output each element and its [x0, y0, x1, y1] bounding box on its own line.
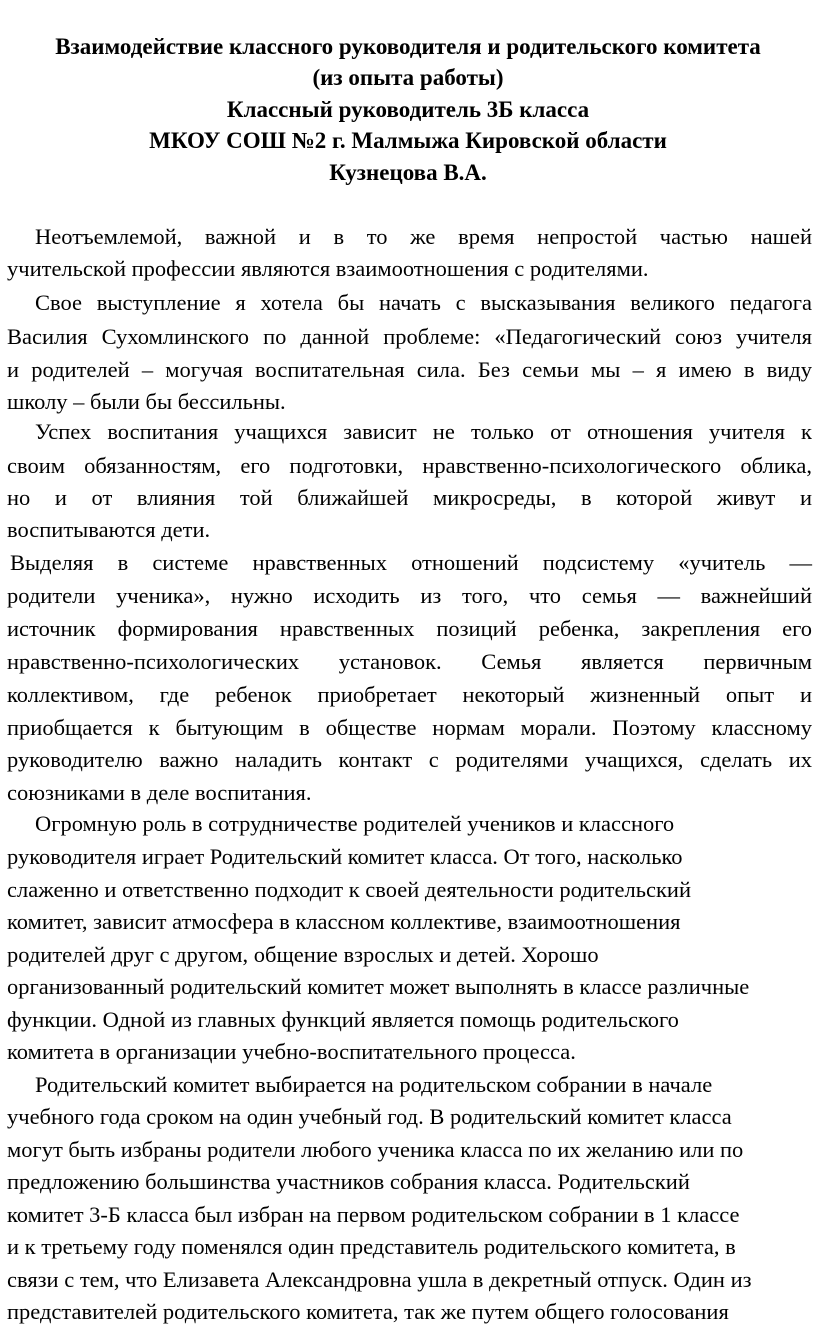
text-line: руководителя играет Родительский комитет класса. От того, насколько [7, 844, 683, 869]
text-line: функции. Одной из главных функций является помощь родительского [7, 1007, 679, 1032]
text-line: школу – были бы бессильны. [7, 389, 286, 414]
text-line: руководителю важно наладить контакт с родителями учащихся, сделать их [7, 747, 812, 772]
text-line: коллективом, где ребенок приобретает некоторый жизненный опыт и [7, 682, 812, 707]
text-line: комитет 3-Б класса был избран на первом родительском собрании в 1 классе [7, 1202, 740, 1227]
text-line: родителей друг с другом, общение взрослых и детей. Хорошо [7, 942, 599, 967]
text-line: комитет, зависит атмосфера в классном коллективе, взаимоотношения [7, 909, 681, 934]
text-line: Выделяя в системе нравственных отношений подсистему «учитель — [10, 550, 812, 575]
text-line: комитета в организации учебно-воспитательного процесса. [7, 1039, 576, 1064]
text-line: учебного года сроком на один учебный год. В родительский комитет класса [7, 1104, 732, 1129]
document-title: Взаимодействие классного руководителя и родительского комитета [55, 34, 761, 59]
text-line: слаженно и ответственно подходит к своей деятельности родительский [7, 877, 691, 902]
text-line: Василия Сухомлинского по данной проблеме: «Педагогический союз учителя [7, 324, 812, 349]
text-line: Успех воспитания учащихся зависит не только от отношения учителя к [35, 419, 812, 444]
text-line: Родительский комитет выбирается на родительском собрании в начале [35, 1072, 713, 1097]
document-subtitle: (из опыта работы) [312, 65, 504, 90]
text-line: Неотъемлемой, важной и в то же время непростой частью нашей [35, 224, 812, 249]
text-line: воспитываются дети. [7, 517, 211, 542]
text-line: учительской профессии являются взаимоотношения с родителями. [7, 256, 649, 281]
text-line: родители ученика», нужно исходить из того, что семья — важнейший [7, 583, 812, 608]
text-line: Огромную роль в сотрудничестве родителей учеников и классного [35, 811, 675, 836]
text-line: Свое выступление я хотела бы начать с высказывания великого педагога [35, 290, 812, 315]
text-line: и родителей – могучая воспитательная сила. Без семьи мы – я имею в виду [7, 357, 812, 382]
author-role: Классный руководитель 3Б класса [226, 97, 590, 122]
text-line: приобщается к бытующим в обществе нормам морали. Поэтому классному [7, 715, 812, 740]
text-line: своим обязанностям, его подготовки, нравственно-психологического облика, [7, 453, 812, 478]
text-line: предложению большинства участников собрания класса. Родительский [7, 1169, 690, 1194]
text-line: но и от влияния той ближайшей микросреды, в которой живут и [7, 485, 812, 510]
text-line: представителей родительского комитета, так же путем общего голосования [7, 1299, 729, 1324]
text-line: союзниками в деле воспитания. [7, 780, 312, 805]
text-line: связи с тем, что Елизавета Александровна ушла в декретный отпуск. Один из [7, 1267, 752, 1292]
text-line: нравственно-психологических установок. Семья является первичным [7, 649, 812, 674]
author-name: Кузнецова В.А. [329, 160, 487, 185]
text-line: организованный родительский комитет может выполнять в классе различные [7, 974, 750, 999]
text-line: могут быть избраны родители любого ученика класса по их желанию или по [7, 1137, 744, 1162]
text-line: источник формирования нравственных позиций ребенка, закрепления его [7, 616, 812, 641]
school-name: МКОУ СОШ №2 г. Малмыжа Кировской области [149, 128, 667, 153]
text-line: и к третьему году поменялся один представитель родительского комитета, в [7, 1234, 736, 1259]
